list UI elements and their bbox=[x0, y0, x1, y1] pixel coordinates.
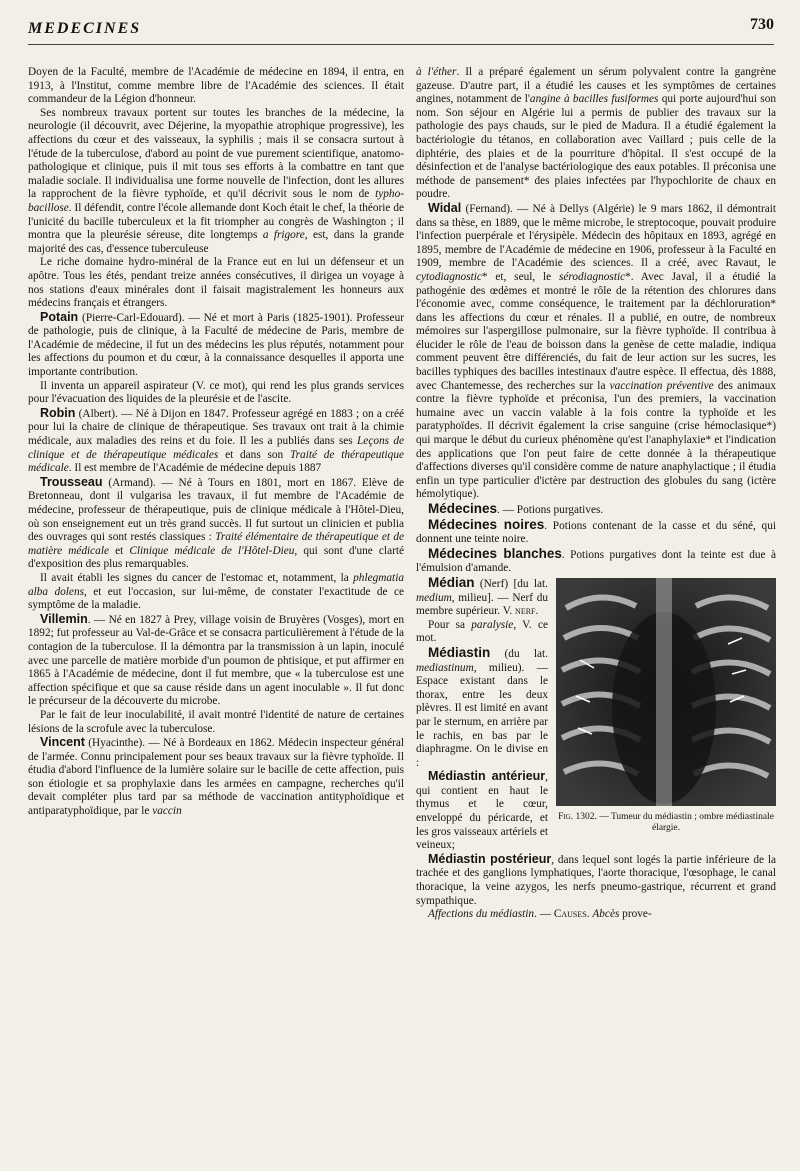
left-column bbox=[28, 66, 404, 819]
right-column bbox=[416, 66, 776, 922]
paragraph: à l'éther. Il a préparé également un sérum polyvalent contre la gangrène gazeuse. D'autre part, il a étudié les causes et les symptômes de certaines angines, notamment de l'angine à bacilles fusiformes qui porte aujourd'hui son nom. Son séjour en Algérie lui a permis de publier des travaux sur la pathologie des pays chauds, sur le pied de Madura. Il a étudié également la bactériologie du tétanos, en collaboration avec Vaillard ; puis celle de la diphtérie, des plaies et de la pourriture d'hôpital. Il s'est occupé de la désinfection et de l'analyse bactériologique des eaux potables. Il préconisa une méthode de pansement* des plaies infectées par l'hypochlorite de chaux en poudre. bbox=[416, 66, 776, 201]
headword: Villemin bbox=[40, 611, 88, 626]
page-number: 730 bbox=[750, 16, 774, 33]
entry-mediastin: Médiastin (du lat. mediastinum, milieu). — Espace existant dans le thorax, entre les deux plèvres. Il est limité en avant par le sternum, en arrière par le rachis, en bas par le diaphragme. On le divise en : bbox=[416, 644, 548, 769]
headword: Robin bbox=[40, 405, 76, 420]
running-head: MEDECINES bbox=[28, 20, 142, 37]
paragraph: Pour sa paralysie, V. ce mot. bbox=[416, 618, 548, 645]
headword: Trousseau bbox=[40, 474, 103, 489]
headword: Vincent bbox=[40, 735, 85, 750]
xray-image bbox=[556, 578, 776, 806]
paragraph: Ses nombreux travaux portent sur toutes les branches de la médecine, la neurologie (il découvrit, avec Déjerine, la myopathie atrophique progressive), les affections du cœur et des vaisseaux, la syphilis ; mais il se consacra surtout à l'étude de la tuberculose, d'abord au point de vue purement scientifique, anatomo-pathologique et clinique, puis il mit tous ses efforts à la combattre en tant que maladie sociale. Il individualisa une forme nouvelle de l'infection, dont les allures la rapprochent de la fièvre typhoïde, et qu'il décrivit sous le nom de typho-bacillose. Il défendit, contre l'école allemande dont Koch était le chef, la théorie de l'unicité du bacille tuberculeux et la fit triompher au congrès de Washington ; il montra que la pleurésie séreuse, dite longtemps a frigore, est, dans la grande majorité des cas, d'essence tuberculeuse bbox=[28, 106, 404, 255]
figure-caption: Fig. 1302. — Tumeur du médiastin ; ombre médiastinale élargie. bbox=[558, 811, 774, 833]
entry-widal: Widal (Fernand). — Né à Dellys (Algérie) le 9 mars 1862, il démontrait dans sa thèse, en 1889, que le même microbe, le streptocoque, pouvait produire l'infection puerpérale et l'érysipèle. Médecin des hôpitaux en 1893, agrégé en 1895, membre de l'Académie de médecine en 1906, professeur à la Faculté en 1909, membre de l'Académie des sciences. Il a créé, avec Ravaut, le cytodiagnostic* et, seul, le sérodiagnostic*. Avec Javal, il a étudié la pathogénie des œdèmes et montré le rôle de la rétention des chlorures dans l'économie avec, comme conséquence, le traitement par la déchloruration* dans les affections du cœur et rénales. Il a publié, en outre, de nombreux mémoires sur l'aspergillose pulmonaire, sur la fièvre typhoïde. Il contribua à élucider le rôle de l'eau de boisson dans la genèse de cette maladie, indiqua comment peuvent être différenciés, du fait de leur action sur les sucres, les bacilles typhiques des bacilles intestinaux d'autre espèce. Il effectua, dès 1888, avec Chantemesse, des recherches sur la vaccination préventive des animaux contre la fièvre typhoïde et préconisa, l'un des premiers, la vaccination humaine avec un vaccin valable à la fois contre la typhoïde et les paratyphoïdes. Il décrivit également la crise sanguine (crise hémoclasique*) qui marque le début du curieux phénomène qu'est l'anaphylaxie* et l'indication des applications que l'on peut faire de cette donnée à la thérapeutique d'affections diverses qu'il considère comme de nature anaphylactique ; il étudia enfin un type particulier d'ictère par destruction des globules du sang (ictère hémolytique). bbox=[416, 200, 776, 501]
headword: Potain bbox=[40, 309, 79, 324]
headword: Médiastin postérieur bbox=[428, 851, 552, 866]
headword: Médiastin antérieur bbox=[428, 769, 546, 784]
entry-mediastin-anterieur: Médiastin antérieur, qui contient en haut le thymus et le cœur, enveloppé du péricarde, et les gros vaisseaux artériels et veineux; bbox=[416, 769, 548, 852]
headword: Widal bbox=[428, 200, 462, 215]
paragraph: Doyen de la Faculté, membre de l'Académie de médecine en 1894, il entra, en 1913, à l'Institut, comme membre libre de l'Académie des sciences. Il était commandeur de la Légion d'honneur. bbox=[28, 66, 404, 106]
entry-mediastin-posterieur: Médiastin postérieur, dans lequel sont logés la partie inférieure de la trachée et des ganglions lymphatiques, l'aorte thoracique, l'œsophage, le canal thoracique, la veine azygos, les nerfs pneumo-gastrique, récurrent et grand sympathique. bbox=[416, 851, 776, 907]
header-rule bbox=[28, 44, 774, 45]
entry-villemin: Villemin. — Né en 1827 à Prey, village voisin de Bruyères (Vosges), mort en 1892; fut professeur au Val-de-Grâce et se consacra particulièrement à l'étude de la contagion de la tuberculose. Il la démontra par la transmission à un lapin, inoculé avec une parcelle de matière morbide d'un poumon de phtisique, et put affirmer en 1865 à l'Académie de médecine, dont il fut membre, que « la tuberculose est une affection spécifique et que sa cause réside dans un agent inoculable ». Il fut donc le précurseur de la découverte du microbe. bbox=[28, 611, 404, 708]
entry-medecines: Médecines. — Potions purgatives. bbox=[428, 501, 604, 516]
entry-trousseau: Trousseau (Armand). — Né à Tours en 1801, mort en 1867. Elève de Bretonneau, dont il vulgarisa les travaux, il fut membre de l'Académie de médecine, professeur de thérapeutique, puis de clinique médicale à l'Hôtel-Dieu, où son enseignement eut un très grand succès. Il fut surtout un clinicien et publia des ouvrages qui sont restés classiques : Traité élémentaire de thérapeutique et de matière médicale et Clinique médicale de l'Hôtel-Dieu, qui sont d'une clarté d'exposition des plus remarquables. bbox=[28, 474, 405, 571]
headword: Médecines blanches bbox=[428, 545, 562, 561]
entry-vincent: Vincent (Hyacinthe). — Né à Bordeaux en 1862. Médecin inspecteur général de l'armée. Connu principalement pour ses beaux travaux sur la fièvre typhoïde. Il étudia d'abord l'influence de la lumière solaire sur le bacille de cette affection, puis son étiologie et sa prophylaxie dans les armées en campagne, recherches qu'il devait compléter plus tard par sa méthode de vaccination antityphoïdique et antiparatyphoïdique, par le vaccin bbox=[28, 735, 404, 818]
paragraph: Affections du médiastin. — Causes. Abcès prove- bbox=[428, 908, 652, 921]
entry-potain: Potain (Pierre-Carl-Edouard). — Né et mort à Paris (1825-1901). Professeur de pathologie, puis de clinique, à la Faculté de médecine de Paris, membre de l'Académie de médecine, il fut un des médecins les plus réputés, notamment pour les affections du poumon et du cœur, à la connaissance desquelles il apporta une importante contribution. bbox=[28, 309, 404, 379]
paragraph: Le riche domaine hydro-minéral de la France eut en lui un défenseur et un apôtre. Tous les étés, pendant treize années consécutives, il dirigea un voyage à nos stations d'eaux minérales dont il faisait magistralement les honneurs aux médecins français et étrangers. bbox=[28, 256, 404, 310]
figure-1302 bbox=[556, 578, 776, 834]
entry-medecines-blanches: Médecines blanches. Potions purgatives dont la teinte est due à l'émulsion d'amande. bbox=[416, 545, 776, 575]
paragraph: Il inventa un appareil aspirateur (V. ce mot), qui rend les plus grands services pour l'évacuation des liquides de la pleurésie et de l'ascite. bbox=[28, 379, 404, 406]
headword: Médian bbox=[428, 574, 475, 590]
entry-median: Médian (Nerf) [du lat. medium, milieu]. — Nerf du membre supérieur. V. nerf. bbox=[416, 574, 548, 618]
headword: Médecines bbox=[428, 501, 498, 516]
entry-medecines-noires: Médecines noires. Potions contenant de la casse et du séné, qui donnent une teinte noire. bbox=[416, 516, 776, 546]
headword: Médecines noires bbox=[428, 516, 545, 532]
entry-robin: Robin (Albert). — Né à Dijon en 1847. Professeur agrégé en 1883 ; on a créé pour lui la chaire de clinique de thérapeutique. Ses travaux ont trait à la chimie médicale, aux maladies des reins et du foie. Il les a publiés dans ses Leçons de clinique et de thérapeutique médicales et dans son Traité de thérapeutique médicale. Il est membre de l'Académie de médecine depuis 1887 bbox=[28, 405, 405, 475]
paragraph: Il avait établi les signes du cancer de l'estomac et, notamment, la phlegmatia alba dolens, et eut l'occasion, sur lui-même, de constater l'exactitude de ce symptôme de la maladie. bbox=[28, 571, 405, 612]
headword: Médiastin bbox=[428, 644, 491, 660]
page-header bbox=[28, 16, 774, 42]
paragraph: Par le fait de leur inoculabilité, il avait montré l'identité de nature de certaines lésions de la scrofule avec la tuberculose. bbox=[28, 708, 404, 735]
